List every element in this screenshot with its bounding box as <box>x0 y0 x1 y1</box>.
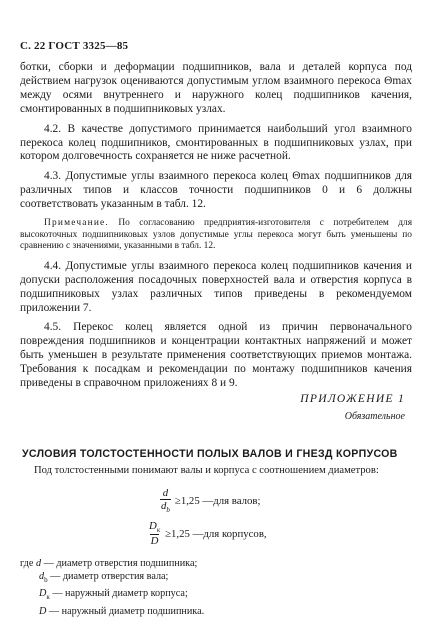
paragraph-4-4: 4.4. Допустимые углы взаимного перекоса колец подшипников качения и допуски расположения посадочных поверхностей вала и отверстия корпуса в подшипниковых узлах различных типов приведены в рекомендуемом приложении 7. <box>20 259 412 314</box>
running-head: С. 22 ГОСТ 3325—85 <box>20 40 129 52</box>
main-text <box>20 61 412 397</box>
numerator: d <box>162 487 169 499</box>
formula-relation: ≥1,25 —для корпусов, <box>165 527 267 540</box>
definitions-list <box>20 557 320 618</box>
intro-text: Под толстостенными понимают валы и корпуса с соотношением диаметров: <box>34 465 379 476</box>
definition-item: $d_b$ — диаметр отверстия вала; <box>39 571 169 585</box>
denominator: D <box>150 535 159 548</box>
fraction <box>160 487 171 514</box>
appendix-status: Обязательное <box>344 411 405 422</box>
paragraph-4-5: 4.5. Перекос колец является одной из причин первоначального повреждения подшипников и концентрации контактных напряжений и может быть уменьшен в результате применения соответствующих приемов монтажа. Требования к посадкам и рекомендации по монтажу подшипников качения приведены в справочном приложениях 8 и 9. <box>20 321 412 390</box>
formula-shaft <box>160 487 261 514</box>
fraction <box>148 520 161 547</box>
definition-item: D — наружный диаметр подшипника. <box>39 605 205 617</box>
paragraph-continued: ботки, сборки и деформации подшипников, вала и деталей корпуса под действием нагрузок оцениваются допустимым углом взаимного перекоса Θmax между осями внутреннего и наружного колец подшипников качения, смонтированных в подшипниковых узлах. <box>20 61 412 115</box>
note <box>20 218 412 253</box>
appendix-title: ПРИЛОЖЕНИЕ 1 <box>300 393 405 405</box>
definition-item: $D_к$ — наружный диаметр корпуса; <box>39 588 188 602</box>
numerator: $D_к$ <box>149 520 161 535</box>
paragraph-4-2: 4.2. В качестве допустимого принимается наибольший угол взаимного перекоса колец подшипников, смонтированных в подшипниковых узлах, при котором долговечность сохраняется не ниже расчетной. <box>20 122 412 163</box>
note-label: Примечание. <box>44 218 109 229</box>
section-title: УСЛОВИЯ ТОЛСТОСТЕННОСТИ ПОЛЫХ ВАЛОВ И ГНЕЗД КОРПУСОВ <box>22 448 398 460</box>
paragraph-4-3: 4.3. Допустимые углы взаимного перекоса колец Θmax подшипников для различных типов и классов точности подшипников 0 и 6 должны соответствовать указанным в табл. 12. <box>20 170 412 211</box>
formula-relation: ≥1,25 —для валов; <box>174 494 261 507</box>
definition-item: где d — диаметр отверстия подшипника; <box>20 558 198 569</box>
denominator: $d_b$ <box>161 500 170 515</box>
note-text: По согласованию предприятия-изготовителя с потребителем для высокоточных подшипниковых узлов допустимые углы перекоса могут быть уменьшены по сравнению с значениями, указанными в табл. 12. <box>20 218 413 252</box>
formula-housing <box>148 520 267 547</box>
